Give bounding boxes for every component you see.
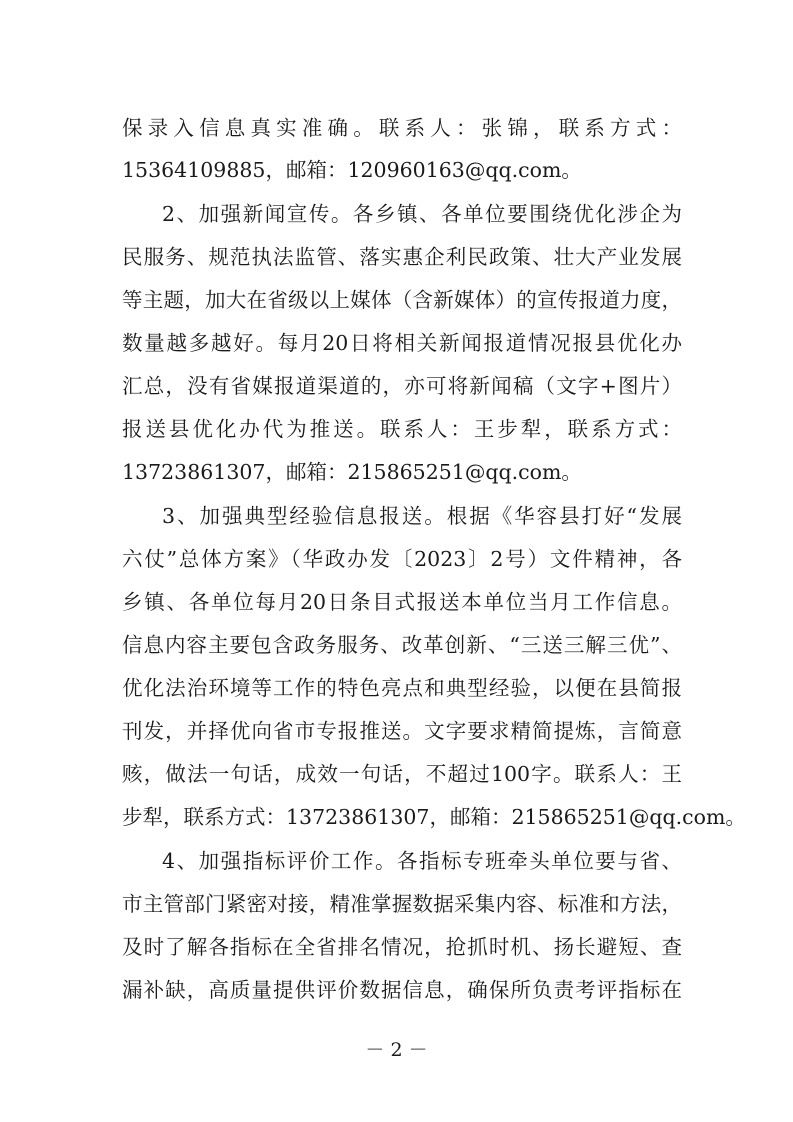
text-line: 六仗”总体方案》（华政办发〔2023〕2号）文件精神，各 xyxy=(122,547,682,571)
text-line: 信息内容主要包含政务服务、改革创新、“三送三解三优”、 xyxy=(122,633,682,657)
paragraph-3-heading-line: 3、加强典型经验信息报送。根据《华容县打好“发展 xyxy=(162,504,682,528)
page-number: － 2 － xyxy=(365,1039,428,1061)
text-line: 等主题，加大在省级以上媒体（含新媒体）的宣传报道力度， xyxy=(122,288,682,312)
text-line: 赅，做法一句话，成效一句话，不超过100字。联系人：王 xyxy=(122,762,682,786)
text-line: 步犁，联系方式：13723861307，邮箱：215865251@qq.com。 xyxy=(122,805,746,829)
paragraph-2-heading-line: 2、加强新闻宣传。各乡镇、各单位要围绕优化涉企为 xyxy=(162,202,682,226)
text-line: 市主管部门紧密对接，精准掌握数据采集内容、标准和方法， xyxy=(122,892,682,916)
text-line: 15364109885，邮箱：120960163@qq.com。 xyxy=(122,158,582,182)
paragraph-4-heading-line: 4、加强指标评价工作。各指标专班牵头单位要与省、 xyxy=(162,849,682,873)
text-line: 优化法治环境等工作的特色亮点和典型经验，以便在县简报 xyxy=(122,676,682,700)
text-line: 13723861307，邮箱：215865251@qq.com。 xyxy=(122,460,582,484)
text-line: 数量越多越好。每月20日将相关新闻报道情况报县优化办 xyxy=(122,331,682,355)
text-line: 汇总，没有省媒报道渠道的，亦可将新闻稿（文字+图片） xyxy=(122,374,682,398)
text-line: 报送县优化办代为推送。联系人：王步犁，联系方式： xyxy=(122,417,682,441)
text-line: 刊发，并择优向省市专报推送。文字要求精简提炼，言简意 xyxy=(122,719,682,743)
text-line: 漏补缺，高质量提供评价数据信息，确保所负责考评指标在 xyxy=(122,978,682,1002)
text-line: 乡镇、各单位每月20日条目式报送本单位当月工作信息。 xyxy=(122,590,682,614)
text-line: 及时了解各指标在全省排名情况，抢抓时机、扬长避短、查 xyxy=(122,935,682,959)
text-line: 保录入信息真实准确。联系人：张锦，联系方式： xyxy=(122,116,682,140)
text-line: 民服务、规范执法监管、落实惠企利民政策、壮大产业发展 xyxy=(122,245,682,269)
